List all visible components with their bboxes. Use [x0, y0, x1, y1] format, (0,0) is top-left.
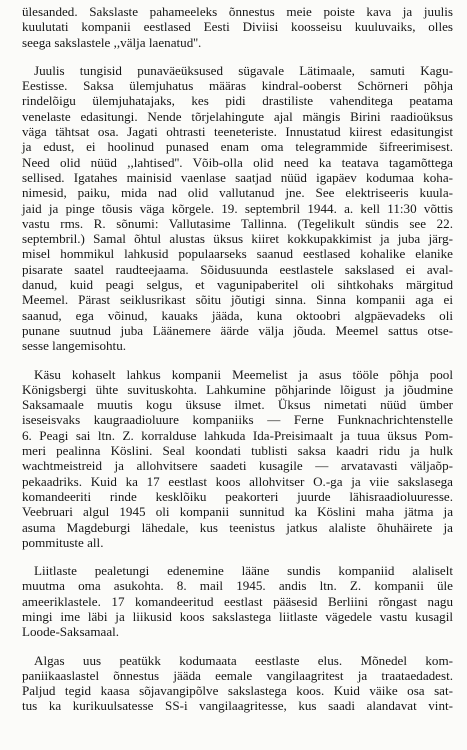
paragraph-1: [22, 4, 453, 50]
text-line: Käsu kohaselt lahkus kompanii Meemelist ja asus tööle põhja pool: [34, 366, 453, 382]
text-line: pisarate saatel raudteejaama. Sõidusuunda eestlastele sakslased ei aval-: [22, 261, 453, 277]
text-line: septembril.) Samal õhtul alustas üksus kiiret kokkupakkimist ja juba järg-: [22, 231, 453, 247]
text-line: paniikaaslastel õnnestus jääda eemale vangilaagritest ja traataedadest.: [22, 667, 453, 683]
text-line: Algas uus peatükk kodumaata eestlaste elus. Mõnedel kom-: [34, 652, 453, 668]
text-line: seega sakslastele ,,välja laenatud''.: [22, 34, 202, 50]
text-line: iseseisvaks kaugraadioluure kompaniiks — Ferne Funknachrichtenstelle: [22, 412, 453, 428]
text-line: danud, kuid peagi selgus, et vagunipaberitel oli sihtkohaks märgitud: [22, 277, 453, 293]
text-line: Need olid nüüd ,,lahtised''. Võib-olla olid need ka teatava tagamõttega: [22, 154, 453, 170]
paragraph-2: [22, 63, 453, 354]
text-line: Juulis tungisid punaväeüksused sügavale Lätimaale, samuti Kagu-: [34, 62, 453, 78]
text-line: venelaste edasitungi. Nende tõrjelahingute ajal mängis Birini raadioüksus: [22, 108, 453, 124]
text-line: vastu rms. R. sõnumi: Vallutasime Tallinna. (Tegelikult sündis see 22.: [22, 215, 453, 231]
text-line: tus ka kurikuulsatesse SS-i vangilaagritesse, kus saadi alandavat vint-: [22, 698, 453, 714]
text-line: saanud, ega võinud, kauaks jääda, kuna oktoobri algpäevadeks oli: [22, 307, 453, 323]
text-line: muutma oma asukohta. 8. mail 1945. andis ltn. Z. kompanii üle: [22, 578, 453, 594]
text-line: komandeeriti rinde kesklõiku peakorteri juurde lähisraadioluuresse.: [22, 488, 453, 504]
text-line: meri pealinna Köslini. Seal koondati tublisti saksa kaadri ridu ja hulk: [22, 443, 453, 459]
text-line: Veebruari algul 1945 oli kompanii sunnitud ka Köslini maha jätma ja: [22, 504, 453, 520]
text-line: ja edust, ei hoolinud punased enam oma telegrammide šifreerimisest.: [22, 139, 453, 155]
text-line: kuulutati kompanii eestlased Eesti Diviisi koosseisu kuuluvaiks, olles: [22, 19, 453, 35]
text-line: jaid ja pinge tõusis väga kõrgele. 19. septembril 1944. a. kell 11:30 võttis: [22, 200, 453, 216]
text-line: pommituste all.: [22, 534, 104, 550]
text-line: ameeriklastele. 17 komandeeritud eestlast pääsesid Berliini rõngast nagu: [22, 593, 453, 609]
text-line: Saksamaale muutis kogu üksuse ilmet. Üksus nimetati nüüd ümber: [22, 397, 453, 413]
text-line: Eestisse. Saksa ülemjuhatus määras kindral-ooberst Schörneri põhja: [22, 78, 453, 94]
text-line: sesse langemisohtu.: [22, 338, 127, 354]
text-line: rindelõigu ülemjuhatajaks, kes pidi drastiliste vahenditega peatama: [22, 93, 453, 109]
text-line: wachtmeistreid ja allohvitsere saadeti kusagile — arvatavasti väljaõp-: [22, 458, 453, 474]
text-line: Königsbergi ühte suvituskohta. Lahkumine põhjarinde lõigust ja jõudmine: [22, 381, 453, 397]
text-line: Meemel. Pärast seiklusrikast sõitu jõutigi sinna. Sinna kompanii aga ei: [22, 292, 453, 308]
text-line: asuma Magdeburgi lähedale, kus teenistus jatkus alaliste õhuhäirete ja: [22, 519, 453, 535]
text-line: punane suutnud juba Läänemere äärde välja jõuda. Meemel sattus otse-: [22, 322, 453, 338]
text-line: nimesid, paiku, mida nad olid vallutanud jne. See elektriseeris kuula-: [22, 185, 453, 201]
text-line: pekaadriks. Kuid ka 17 eestlast koos allohvitser O.-ga ja viie sakslasega: [22, 473, 453, 489]
text-line: väga tähtsat osa. Jagati ohtrasti teeneteriste. Innustatud kiirest edasitungist: [22, 124, 453, 140]
text-line: Loode-Saksamaal.: [22, 624, 120, 640]
text-line: sellised. Igatahes mainisid vaenlase saatjad nüüd igapäev kodumaa koha-: [22, 169, 453, 185]
paragraph-4: [22, 563, 453, 639]
text-line: misel hommikul lahkusid populaarseks saanud eestlased kohalike elanike: [22, 246, 453, 262]
text-line: Liitlaste pealetungi edenemine lääne sundis kompaniid alaliselt: [34, 563, 453, 579]
text-line: 6. Peagi sai ltn. Z. korralduse lahkuda Ida-Preisimaalt ja tuua üksus Pom-: [22, 427, 453, 443]
text-line: Paljud tegid kaasa sõjavangipõlve sakslastega koos. Kuid väike osa sat-: [22, 683, 453, 699]
paragraph-3: [22, 367, 453, 551]
paragraph-5: [22, 653, 453, 714]
text-line: mingi ime läbi ja liikusid koos sakslastega liitlaste vägedele vastu kusagil: [22, 608, 453, 624]
text-line: ülesanded. Sakslaste pahameeleks õnnestus meie poiste kava ja juulis: [22, 4, 453, 19]
